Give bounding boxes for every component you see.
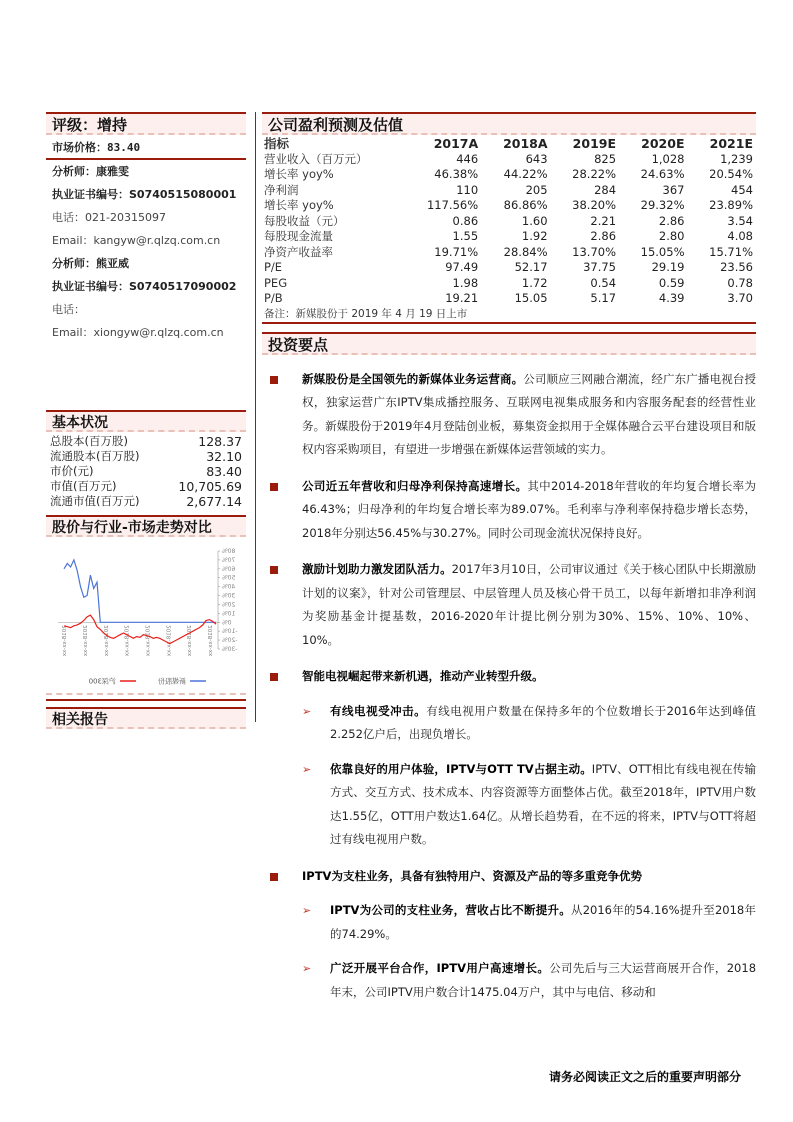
- cell-value: 23.56: [720, 260, 753, 274]
- row-label: 指标: [264, 136, 290, 151]
- cell-value: 5.17: [590, 291, 617, 305]
- bullet-point: [262, 865, 756, 889]
- table-row: [262, 245, 756, 261]
- cell-value: 0.54: [590, 275, 617, 290]
- table-row: [262, 152, 756, 168]
- table-row: 市价(元) 83.40: [50, 464, 242, 479]
- cell-value: 1.92: [521, 229, 548, 243]
- investment-points-section: [262, 332, 756, 1005]
- divider: [46, 699, 246, 701]
- analyst-info: [46, 160, 246, 344]
- point-title: IPTV为公司的支柱业务，营收占比不断提升。: [330, 903, 571, 917]
- svg-text:2018-xx-xx: 2018-xx-xx: [124, 625, 131, 657]
- sub-point: [262, 899, 756, 946]
- arrow-bullet-icon: ➢: [302, 762, 312, 776]
- cell-value: 1.55: [452, 229, 479, 243]
- arrow-bullet-icon: ➢: [302, 704, 312, 718]
- bullet-point: [262, 558, 756, 652]
- cell-value: 29.32%: [640, 198, 685, 212]
- price-trend-title: 股价与行业-市场走势对比: [46, 515, 246, 537]
- square-bullet-icon: [270, 376, 278, 384]
- cell-value: 0.59: [658, 275, 685, 290]
- cell-value: 4.39: [658, 291, 685, 305]
- row-label: 净资产收益率: [264, 244, 333, 259]
- table-row: [262, 291, 756, 307]
- row-label: 增长率 yoy%: [264, 198, 334, 212]
- column-divider: [255, 112, 256, 722]
- analyst-2-email[interactable]: Email：xiongyw@r.qlzq.com.cn: [52, 326, 224, 339]
- cell-value: 28.22%: [572, 167, 617, 181]
- right-column: [262, 112, 756, 1004]
- cell-value: 15.05%: [640, 244, 685, 259]
- point-body: 公司先后与三大运营商展开合作，2018年末，公司IPTV用户数合计1475.04万户，其中与电信、移动和: [330, 961, 757, 999]
- related-reports-section: [46, 707, 246, 729]
- cell-value: 1,028: [651, 151, 685, 166]
- svg-text:80%: 80%: [222, 548, 236, 555]
- arrow-bullet-icon: ➢: [302, 904, 312, 917]
- cell-value: 37.75: [583, 260, 617, 274]
- cell-value: 97.49: [445, 260, 479, 274]
- cell-value: 86.86%: [503, 198, 548, 212]
- point-title: 激励计划助力激发团队活力。: [302, 562, 452, 576]
- svg-text:10%: 10%: [222, 610, 236, 618]
- table-row: [262, 198, 756, 214]
- point-title: IPTV为支柱业务，具备有独特用户、资源及产品的等多重竞争优势: [302, 868, 642, 883]
- svg-text:-10%: -10%: [222, 628, 238, 636]
- table-row: [262, 260, 756, 276]
- forecast-note: 备注：新媒股份于 2019 年 4 月 19 日上市: [264, 307, 468, 320]
- svg-text:2018-xx-xx: 2018-xx-xx: [83, 625, 90, 657]
- cell-value: 44.22%: [503, 167, 548, 181]
- cell-value: 23.89%: [709, 198, 753, 212]
- cell-value: 2017A: [433, 136, 479, 151]
- price-trend-chart: [46, 541, 246, 691]
- square-bullet-icon: [270, 673, 278, 681]
- svg-text:0%: 0%: [222, 619, 232, 627]
- table-row: [262, 229, 756, 245]
- point-body: 从2016年的54.16%提升至2018年的74.29%。: [330, 903, 756, 941]
- rating-header: [46, 112, 246, 135]
- table-row: 流通股本(百万股) 32.10: [50, 449, 242, 464]
- table-header-row: [262, 136, 756, 152]
- svg-text:2018-xx-xx: 2018-xx-xx: [166, 625, 173, 657]
- row-label: P/E: [264, 260, 283, 274]
- basic-status-section: [46, 410, 246, 509]
- cell-value: 0.86: [452, 213, 479, 228]
- cell-value: 446: [456, 151, 479, 166]
- line-chart: [46, 541, 246, 691]
- svg-text:新媒股份: 新媒股份: [158, 677, 186, 686]
- row-label: 净利润: [264, 182, 299, 197]
- cell-value: 28.84%: [503, 244, 548, 259]
- sub-point: [262, 758, 756, 852]
- row-label: P/B: [264, 291, 283, 305]
- table-row: 流通市值(百万元) 2,677.14: [50, 494, 242, 509]
- cell-value: 825: [594, 151, 617, 166]
- forecast-title: 公司盈利预测及估值: [262, 112, 756, 135]
- cell-value: 38.20%: [572, 198, 617, 212]
- bullet-point: [262, 368, 756, 462]
- square-bullet-icon: [270, 483, 278, 491]
- analyst-1-name: 分析师：康雅雯: [52, 165, 129, 178]
- analyst-1-email[interactable]: Email：kangyw@r.qlzq.com.cn: [52, 234, 221, 247]
- cell-value: 2.21: [590, 213, 617, 228]
- cell-value: 367: [662, 182, 685, 197]
- cell-value: 3.70: [727, 291, 753, 305]
- cell-value: 2.80: [658, 229, 685, 243]
- square-bullet-icon: [270, 873, 278, 881]
- cell-value: 15.05: [514, 291, 548, 305]
- cell-value: 3.54: [727, 213, 753, 228]
- svg-text:20%: 20%: [222, 601, 236, 609]
- row-label: 每股现金流量: [264, 229, 333, 243]
- cell-value: 2.86: [590, 229, 617, 243]
- table-row: [262, 276, 756, 292]
- svg-text:70%: 70%: [222, 556, 236, 564]
- cell-value: 19.21: [445, 291, 479, 305]
- svg-text:沪深300: 沪深300: [88, 677, 116, 686]
- investment-points-list: [262, 368, 756, 1005]
- cell-value: 2021E: [709, 136, 753, 151]
- market-price: 市场价格：83.40: [46, 135, 246, 160]
- analyst-2-phone: 电话：: [52, 303, 85, 316]
- basic-status-title: 基本状况: [46, 410, 246, 432]
- svg-text:2018-xx-xx: 2018-xx-xx: [103, 625, 110, 657]
- point-title: 广泛开展平台合作，IPTV用户高速增长。: [330, 961, 550, 975]
- price-trend-section: [46, 515, 246, 701]
- svg-text:30%: 30%: [222, 592, 236, 600]
- cell-value: 19.71%: [434, 244, 479, 259]
- cell-value: 4.08: [727, 229, 753, 243]
- svg-text:-30%: -30%: [222, 646, 238, 653]
- sub-point: [262, 700, 756, 747]
- forecast-table: [262, 136, 756, 307]
- cell-value: 0.78: [727, 275, 753, 290]
- divider: [262, 322, 756, 324]
- cell-value: 15.71%: [709, 244, 753, 259]
- cell-value: 1.98: [452, 275, 479, 290]
- cell-value: 13.70%: [572, 244, 617, 259]
- svg-text:-20%: -20%: [222, 637, 238, 645]
- rating-label: 评级：增持: [52, 116, 128, 134]
- cell-value: 29.19: [651, 260, 685, 274]
- cell-value: 2018A: [503, 136, 548, 151]
- cell-value: 454: [731, 182, 753, 197]
- cell-value: 46.38%: [434, 167, 479, 181]
- point-title: 智能电视崛起带来新机遇，推动产业转型升级。: [302, 669, 544, 683]
- cell-value: 110: [456, 182, 479, 197]
- disclaimer-footer: 请务必阅读正文之后的重要声明部分: [548, 1070, 741, 1084]
- row-label: PEG: [264, 275, 288, 290]
- point-title: 公司近五年营收和归母净利保持高速增长。: [302, 478, 528, 493]
- svg-text:60%: 60%: [222, 565, 236, 573]
- cell-value: 52.17: [514, 260, 548, 274]
- table-row: [262, 167, 756, 183]
- table-row: 总股本(百万股) 128.37: [50, 434, 242, 449]
- arrow-bullet-icon: ➢: [302, 962, 312, 975]
- svg-text:2018-xx-xx: 2018-xx-xx: [62, 625, 69, 657]
- investment-points-title: 投资要点: [262, 332, 756, 355]
- point-body: IPTV、OTT相比有线电视在传输方式、交互方式、技术成本、内容资源等方面整体占优。截至2018年，IPTV用户数达1.55亿，OTT用户数达1.64亿。从增长趋势看，在不远的将来，IPTV与OTT将超过有线电视用户数。: [330, 761, 756, 846]
- point-title: 依靠良好的用户体验，IPTV与OTT TV占据主动。: [330, 761, 592, 776]
- analyst-1-cert: 执业证书编号：S0740515080001: [52, 188, 237, 201]
- cell-value: 205: [525, 182, 548, 197]
- table-row: 市值(百万元) 10,705.69: [50, 479, 242, 494]
- analyst-2-cert: 执业证书编号：S0740517090002: [52, 280, 237, 293]
- cell-value: 20.54%: [709, 167, 753, 181]
- bullet-point: [262, 665, 756, 689]
- cell-value: 2019E: [572, 136, 617, 151]
- cell-value: 1.72: [521, 275, 548, 290]
- point-title: 新媒股份是全国领先的新媒体业务运营商。: [302, 371, 524, 386]
- svg-text:2018-xx-xx: 2018-xx-xx: [145, 625, 152, 657]
- cell-value: 284: [594, 182, 617, 197]
- point-title: 有线电视受冲击。: [330, 703, 427, 718]
- bullet-point: [262, 475, 756, 546]
- cell-value: 2020E: [641, 136, 685, 151]
- row-label: 营业收入（百万元）: [264, 151, 368, 166]
- sub-point: [262, 957, 756, 1004]
- svg-text:2018-xx-xx: 2018-xx-xx: [187, 625, 194, 657]
- cell-value: 643: [525, 151, 548, 166]
- table-row: [262, 183, 756, 199]
- svg-text:2018-xx-xx: 2018-xx-xx: [208, 625, 214, 657]
- square-bullet-icon: [270, 566, 278, 574]
- row-label: 每股收益（元）: [264, 213, 345, 228]
- svg-text:50%: 50%: [222, 574, 236, 582]
- cell-value: 1,239: [720, 151, 753, 166]
- analyst-2-name: 分析师：熊亚威: [52, 257, 129, 270]
- related-reports-title: 相关报告: [46, 707, 246, 729]
- cell-value: 1.60: [521, 213, 548, 228]
- point-body: 其中2014-2018年营收的年均复合增长率为46.43%；归母净利的年均复合增长率为89.07%。毛利率与净利率保持稳步增长态势，2018年分别达56.45%与30.27%。同时公司现金流状况保持良好。: [302, 478, 757, 540]
- row-label: 增长率 yoy%: [264, 167, 334, 181]
- table-row: [262, 214, 756, 230]
- left-column: [46, 112, 246, 729]
- point-body: 2017年3月10日，公司审议通过《关于核心团队中长期激励计划的议案》，针对公司管理层、中层管理人员及核心骨干员工，以每年新增扣非净利润为奖励基金计提基数，2016-2020年计提比例分别为30%、15%、10%、10%、10%。: [302, 562, 757, 647]
- cell-value: 24.63%: [640, 167, 685, 181]
- cell-value: 2.86: [658, 213, 685, 228]
- point-body: 有线电视用户数量在保持多年的个位数增长于2016年达到峰值2.252亿户后，出现负增长。: [330, 703, 757, 741]
- point-body: 公司顺应三网融合潮流，经广东广播电视台授权，独家运营广东IPTV集成播控服务、互联网电视集成服务和内容服务配套的经营性业务。新媒股份于2019年4月登陆创业板，募集资金拟用于全媒体融合云平台建设项目和版权内容采购项目，有望进一步增强在新媒体运营领域的实力。: [302, 371, 756, 456]
- basic-status-table: [46, 434, 246, 509]
- svg-text:40%: 40%: [222, 583, 236, 591]
- analyst-1-phone: 电话：021-20315097: [52, 211, 166, 224]
- divider: [46, 693, 246, 695]
- cell-value: 117.56%: [426, 198, 479, 212]
